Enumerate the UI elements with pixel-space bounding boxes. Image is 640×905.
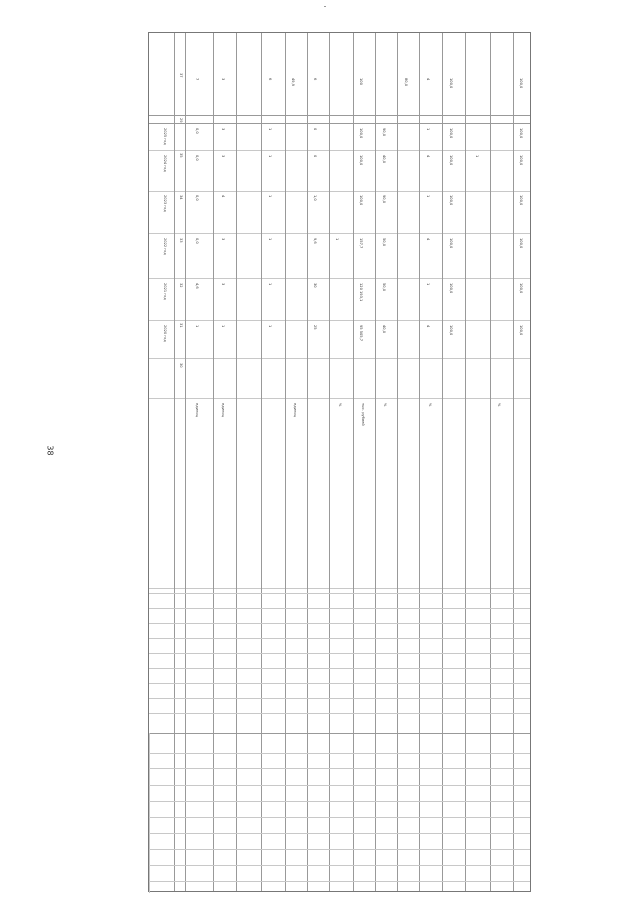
row-unit: единиц: [293, 403, 297, 418]
year-header-2025: 2025 год: [163, 128, 167, 145]
value-cell: 3: [221, 155, 225, 158]
codes-grid-line: [149, 713, 530, 714]
col-number-29: 29: [179, 118, 183, 123]
row-unit: %: [383, 403, 387, 407]
value-cell: 6: [313, 78, 317, 81]
value-cell: 100,0: [359, 195, 363, 206]
row-separator: [174, 33, 175, 891]
col-number-32: 32: [179, 283, 183, 288]
value-cell: 1: [426, 283, 430, 286]
value-cell: 6: [268, 78, 272, 81]
value-cell: 1: [335, 238, 339, 241]
codes-grid-line: [149, 623, 530, 624]
value-cell: 1: [475, 155, 479, 158]
row-separator: [236, 33, 237, 891]
row-unit: единиц: [195, 403, 199, 418]
value-cell: 100,0: [519, 128, 523, 139]
value-cell: 95 505,7: [359, 325, 363, 342]
value-cell: 4: [426, 155, 430, 158]
row-separator: [185, 33, 186, 891]
column-number-row-divider: [149, 123, 530, 124]
indicator-codes-divider: [149, 588, 530, 589]
value-cell: 100,0: [449, 78, 453, 89]
value-cell: 9,6: [313, 238, 317, 244]
codes-grid-line: [149, 638, 530, 639]
codes-grid-line: [149, 653, 530, 654]
page-number: 38: [45, 445, 55, 456]
value-cell: 49,9: [291, 78, 295, 87]
codes-grid-line: [149, 668, 530, 669]
value-cell: 4: [426, 238, 430, 241]
codes-grid-line: [149, 608, 530, 609]
codes-section-divider: [149, 733, 530, 734]
row-separator: [375, 33, 376, 891]
codes-grid-line: [149, 768, 530, 769]
codes-grid-line: [149, 849, 530, 850]
col-number-33: 33: [179, 238, 183, 243]
value-cell: 3: [221, 78, 225, 81]
row-separator: [307, 33, 308, 891]
value-cell: 0,0: [195, 128, 199, 134]
codes-grid-line: [149, 698, 530, 699]
value-cell: 50,0: [382, 283, 386, 292]
codes-grid-line: [149, 753, 530, 754]
value-cell: 1,0: [313, 195, 317, 201]
value-cell: 1: [268, 195, 272, 198]
codes-grid-line: [149, 683, 530, 684]
row-separator: [261, 33, 262, 891]
row-separator: [490, 33, 491, 891]
codes-grid-line: [149, 865, 530, 866]
plan-values-divider: [149, 358, 530, 359]
codes-grid-line: [149, 833, 530, 834]
year-header-2024: 2024 год: [163, 155, 167, 172]
program-indicators-table: [148, 32, 531, 892]
row-separator: [442, 33, 443, 891]
value-cell: 50,0: [382, 238, 386, 247]
value-cell: 1: [195, 325, 199, 328]
row-unit: тыс. рублей: [361, 403, 365, 426]
value-cell: 100,0: [449, 155, 453, 166]
col-number-30: 30: [179, 363, 183, 368]
value-cell: 0,0: [195, 195, 199, 201]
value-cell: 100,0: [519, 78, 523, 89]
value-cell: 100,0: [519, 238, 523, 249]
codes-grid: [149, 733, 150, 893]
value-cell: 3: [221, 283, 225, 286]
value-cell: 4: [221, 195, 225, 198]
value-cell: 90,0: [382, 128, 386, 137]
row-separator: [397, 33, 398, 891]
col-number-34: 34: [179, 195, 183, 200]
codes-grid-line: [149, 593, 530, 594]
year-col-divider: [149, 233, 530, 234]
value-cell: 1: [221, 325, 225, 328]
row-separator: [465, 33, 466, 891]
codes-grid-line: [149, 801, 530, 802]
value-cell: 80,0: [404, 78, 408, 87]
value-cell: 0,0: [195, 238, 199, 244]
value-cell: 100,0: [449, 325, 453, 336]
value-cell: 4: [426, 325, 430, 328]
value-cell: 1: [268, 325, 272, 328]
value-cell: 100,0: [449, 128, 453, 139]
year-col-divider: [149, 191, 530, 192]
year-header-2022: 2022 год: [163, 238, 167, 255]
value-cell: 100: [359, 78, 363, 85]
value-cell: 3: [221, 128, 225, 131]
value-cell: 7: [195, 78, 199, 81]
value-cell: 100,0: [359, 128, 363, 139]
value-cell: 100,0: [449, 195, 453, 206]
value-cell: 1: [268, 283, 272, 286]
year-col-divider: [149, 150, 530, 151]
row-unit: %: [338, 403, 342, 407]
row-separator: [513, 33, 514, 891]
codes-grid-line: [149, 881, 530, 882]
value-cell: 3: [221, 238, 225, 241]
year-header-2021: 2021 год: [163, 283, 167, 300]
value-cell: 100,0: [359, 155, 363, 166]
value-cell: 1: [268, 155, 272, 158]
value-cell: 4: [426, 78, 430, 81]
row-unit: единиц: [221, 403, 225, 418]
value-cell: 1: [268, 238, 272, 241]
value-cell: 1: [426, 128, 430, 131]
row-separator: [329, 33, 330, 891]
header-divider: [149, 115, 530, 116]
codes-grid-line: [149, 785, 530, 786]
codes-grid-line: [149, 817, 530, 818]
value-cell: 157,7: [359, 238, 363, 249]
scan-speck: [324, 6, 326, 7]
value-cell: 120 193,1: [359, 283, 363, 302]
col-number-35: 35: [179, 153, 183, 158]
col-number-31: 31: [179, 323, 183, 328]
row-unit: %: [428, 403, 432, 407]
value-cell: 100,0: [449, 238, 453, 249]
value-cell: 4,6: [195, 283, 199, 289]
value-cell: 100,0: [519, 155, 523, 166]
year-header-2020: 2020 год: [163, 325, 167, 342]
row-separator: [213, 33, 214, 891]
row-unit: %: [497, 403, 501, 407]
value-cell: 0,0: [195, 155, 199, 161]
value-cell: 1: [268, 128, 272, 131]
row-separator: [285, 33, 286, 891]
value-cell: 30: [313, 283, 317, 288]
value-cell: 1: [426, 195, 430, 198]
value-cell: 100,0: [519, 195, 523, 206]
col-number-37: 37: [179, 73, 183, 78]
year-col-divider: [149, 278, 530, 279]
value-cell: 100,0: [449, 283, 453, 294]
value-cell: 100,0: [519, 283, 523, 294]
value-cell: 0: [313, 155, 317, 158]
value-cell: 40,0: [382, 325, 386, 334]
value-cell: 40,0: [382, 155, 386, 164]
finance-divider: [149, 398, 530, 399]
value-cell: 25: [313, 325, 317, 330]
year-col-divider: [149, 320, 530, 321]
row-separator: [353, 33, 354, 891]
year-header-2023: 2023 год: [163, 195, 167, 212]
value-cell: 90,0: [382, 195, 386, 204]
row-separator: [419, 33, 420, 891]
value-cell: 100,0: [519, 325, 523, 336]
value-cell: 0: [313, 128, 317, 131]
